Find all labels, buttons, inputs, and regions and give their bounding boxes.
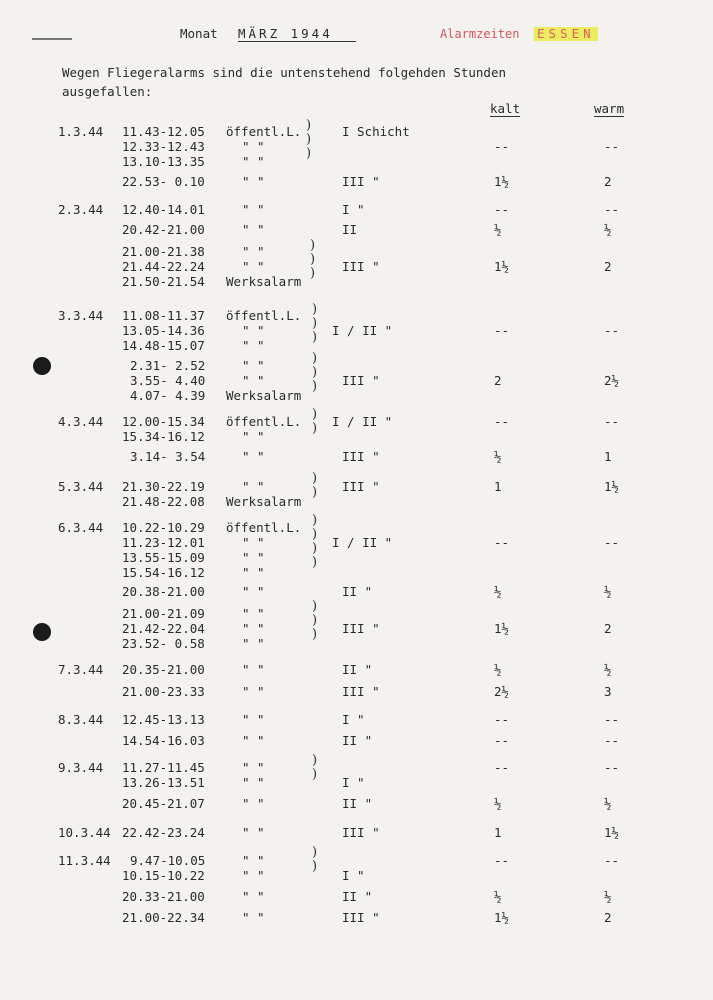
row-kalt: 1½ — [494, 910, 510, 925]
row-time: 20.38-21.00 — [122, 584, 205, 599]
row-shift: I " — [342, 868, 365, 883]
row-date: 11.3.44 — [58, 853, 111, 868]
brace: ) ) ) — [312, 302, 318, 345]
row-kalt: ½ — [494, 449, 502, 464]
row-alarm-type: " " — [242, 621, 265, 636]
row-date: 1.3.44 — [58, 124, 104, 139]
row-warm: 2 — [604, 174, 612, 189]
row-kalt: -- — [494, 202, 510, 217]
row-date: 5.3.44 — [58, 479, 104, 494]
row-date: 8.3.44 — [58, 712, 104, 727]
row-shift: II — [342, 222, 358, 237]
row-time: 3.14- 3.54 — [130, 449, 206, 464]
row-kalt: -- — [494, 853, 510, 868]
row-time: 21.00-23.33 — [122, 684, 205, 699]
row-time: 21.00-21.38 — [122, 244, 205, 259]
row-alarm-type: öffentl.L. — [226, 414, 302, 429]
row-alarm-type: " " — [242, 222, 265, 237]
row-kalt: ½ — [494, 889, 502, 904]
row-time: 12.40-14.01 — [122, 202, 205, 217]
row-shift: I " — [342, 712, 365, 727]
row-time: 11.08-11.37 — [122, 308, 205, 323]
row-time: 21.00-21.09 — [122, 606, 205, 621]
row-time: 20.35-21.00 — [122, 662, 205, 677]
monat-value: MÄRZ 1944 — [238, 27, 356, 42]
punch-hole — [33, 623, 51, 641]
alarm-label: Alarmzeiten — [440, 27, 520, 41]
row-warm: -- — [604, 733, 620, 748]
row-shift: I " — [342, 202, 365, 217]
row-shift: III " — [342, 825, 380, 840]
row-time: 21.00-22.34 — [122, 910, 205, 925]
row-alarm-type: " " — [242, 825, 265, 840]
row-time: 9.47-10.05 — [130, 853, 206, 868]
row-warm: -- — [604, 712, 620, 727]
row-alarm-type: " " — [242, 550, 265, 565]
row-time: 12.33-12.43 — [122, 139, 205, 154]
row-alarm-type: " " — [242, 910, 265, 925]
row-kalt: ½ — [494, 662, 502, 677]
row-warm: 2½ — [604, 373, 620, 388]
row-warm: ½ — [604, 222, 612, 237]
city-stamp: ESSEN — [534, 27, 598, 41]
row-time: 11.43-12.05 — [122, 124, 205, 139]
row-alarm-type: " " — [242, 889, 265, 904]
row-kalt: 1½ — [494, 621, 510, 636]
row-time: 3.55- 4.40 — [130, 373, 206, 388]
row-time: 14.48-15.07 — [122, 338, 205, 353]
row-time: 13.10-13.35 — [122, 154, 205, 169]
row-warm: -- — [604, 853, 620, 868]
row-alarm-type: " " — [242, 760, 265, 775]
row-shift: III " — [342, 479, 380, 494]
row-date: 2.3.44 — [58, 202, 104, 217]
row-time: 15.54-16.12 — [122, 565, 205, 580]
row-warm: 1 — [604, 449, 612, 464]
row-time: 21.42-22.04 — [122, 621, 205, 636]
row-date: 9.3.44 — [58, 760, 104, 775]
row-alarm-type: " " — [242, 479, 265, 494]
row-time: 21.50-21.54 — [122, 274, 205, 289]
row-shift: III " — [342, 373, 380, 388]
row-warm: 3 — [604, 684, 612, 699]
row-shift: I / II " — [332, 535, 393, 550]
row-alarm-type: Werksalarm — [226, 494, 302, 509]
row-alarm-type: " " — [242, 775, 265, 790]
row-time: 15.34-16.12 — [122, 429, 205, 444]
row-shift: III " — [342, 910, 380, 925]
row-alarm-type: " " — [242, 429, 265, 444]
row-kalt: -- — [494, 760, 510, 775]
brace: ) ) — [312, 471, 318, 500]
row-warm: -- — [604, 535, 620, 550]
row-date: 6.3.44 — [58, 520, 104, 535]
row-warm: ½ — [604, 889, 612, 904]
row-shift: I / II " — [332, 323, 393, 338]
row-alarm-type: " " — [242, 684, 265, 699]
row-shift: II " — [342, 662, 373, 677]
intro-line-2: ausgefallen: — [62, 84, 153, 99]
row-alarm-type: öffentl.L. — [226, 124, 302, 139]
row-time: 22.53- 0.10 — [122, 174, 205, 189]
row-alarm-type: " " — [242, 154, 265, 169]
row-kalt: -- — [494, 414, 510, 429]
row-shift: III " — [342, 684, 380, 699]
row-time: 2.31- 2.52 — [130, 358, 206, 373]
row-kalt: -- — [494, 139, 510, 154]
row-alarm-type: " " — [242, 606, 265, 621]
row-time: 4.07- 4.39 — [130, 388, 206, 403]
row-alarm-type: " " — [242, 868, 265, 883]
row-time: 11.27-11.45 — [122, 760, 205, 775]
row-kalt: ½ — [494, 584, 502, 599]
brace: ) ) ) — [306, 118, 312, 161]
row-kalt: -- — [494, 712, 510, 727]
row-kalt: 1½ — [494, 174, 510, 189]
row-warm: -- — [604, 414, 620, 429]
row-time: 13.26-13.51 — [122, 775, 205, 790]
row-shift: I Schicht — [342, 124, 410, 139]
row-date: 10.3.44 — [58, 825, 111, 840]
row-shift: II " — [342, 889, 373, 904]
row-alarm-type: " " — [242, 139, 265, 154]
row-kalt: 1 — [494, 825, 502, 840]
pencil-mark — [32, 38, 72, 40]
row-time: 11.23-12.01 — [122, 535, 205, 550]
row-shift: III " — [342, 259, 380, 274]
row-shift: I / II " — [332, 414, 393, 429]
row-alarm-type: " " — [242, 244, 265, 259]
row-warm: -- — [604, 323, 620, 338]
row-time: 21.44-22.24 — [122, 259, 205, 274]
row-warm: -- — [604, 202, 620, 217]
row-shift: II " — [342, 584, 373, 599]
row-alarm-type: " " — [242, 662, 265, 677]
row-alarm-type: öffentl.L. — [226, 520, 302, 535]
row-alarm-type: " " — [242, 636, 265, 651]
column-warm: warm — [594, 101, 625, 116]
brace: ) ) ) — [312, 351, 318, 394]
row-time: 14.54-16.03 — [122, 733, 205, 748]
row-warm: -- — [604, 760, 620, 775]
row-time: 12.00-15.34 — [122, 414, 205, 429]
brace: ) ) ) ) — [312, 513, 318, 570]
row-kalt: ½ — [494, 222, 502, 237]
row-alarm-type: " " — [242, 535, 265, 550]
row-time: 20.45-21.07 — [122, 796, 205, 811]
brace: ) ) — [312, 845, 318, 874]
row-warm: 2 — [604, 621, 612, 636]
row-warm: 2 — [604, 259, 612, 274]
row-time: 12.45-13.13 — [122, 712, 205, 727]
row-alarm-type: Werksalarm — [226, 388, 302, 403]
brace: ) ) ) — [310, 238, 316, 281]
row-warm: ½ — [604, 796, 612, 811]
column-kalt: kalt — [490, 101, 521, 116]
row-kalt: ½ — [494, 796, 502, 811]
row-alarm-type: " " — [242, 796, 265, 811]
row-alarm-type: " " — [242, 259, 265, 274]
row-alarm-type: " " — [242, 338, 265, 353]
row-warm: 2 — [604, 910, 612, 925]
row-alarm-type: " " — [242, 358, 265, 373]
row-alarm-type: " " — [242, 733, 265, 748]
monat-label: Monat — [180, 26, 218, 41]
row-time: 13.55-15.09 — [122, 550, 205, 565]
intro-line-1: Wegen Fliegeralarms sind die untenstehend folgehden Stunden — [62, 65, 507, 80]
row-alarm-type: " " — [242, 174, 265, 189]
brace: ) ) — [312, 753, 318, 782]
row-time: 21.30-22.19 — [122, 479, 205, 494]
row-shift: II " — [342, 796, 373, 811]
row-kalt: 2½ — [494, 684, 510, 699]
row-alarm-type: " " — [242, 584, 265, 599]
row-alarm-type: " " — [242, 712, 265, 727]
row-time: 20.33-21.00 — [122, 889, 205, 904]
row-warm: 1½ — [604, 479, 620, 494]
row-shift: II " — [342, 733, 373, 748]
row-alarm-type: öffentl.L. — [226, 308, 302, 323]
row-alarm-type: " " — [242, 565, 265, 580]
row-shift: III " — [342, 449, 380, 464]
row-time: 22.42-23.24 — [122, 825, 205, 840]
row-alarm-type: " " — [242, 373, 265, 388]
row-kalt: 2 — [494, 373, 502, 388]
row-warm: -- — [604, 139, 620, 154]
row-alarm-type: " " — [242, 449, 265, 464]
row-time: 20.42-21.00 — [122, 222, 205, 237]
row-kalt: -- — [494, 535, 510, 550]
row-time: 13.05-14.36 — [122, 323, 205, 338]
punch-hole — [33, 357, 51, 375]
row-time: 21.48-22.08 — [122, 494, 205, 509]
row-kalt: 1 — [494, 479, 502, 494]
brace: ) ) ) — [312, 599, 318, 642]
row-shift: III " — [342, 174, 380, 189]
row-kalt: -- — [494, 323, 510, 338]
row-time: 10.15-10.22 — [122, 868, 205, 883]
row-date: 3.3.44 — [58, 308, 104, 323]
row-shift: III " — [342, 621, 380, 636]
row-warm: 1½ — [604, 825, 620, 840]
row-warm: ½ — [604, 584, 612, 599]
row-warm: ½ — [604, 662, 612, 677]
brace: ) ) — [312, 407, 318, 436]
row-alarm-type: " " — [242, 853, 265, 868]
row-date: 4.3.44 — [58, 414, 104, 429]
row-time: 23.52- 0.58 — [122, 636, 205, 651]
row-kalt: 1½ — [494, 259, 510, 274]
row-date: 7.3.44 — [58, 662, 104, 677]
row-alarm-type: Werksalarm — [226, 274, 302, 289]
row-alarm-type: " " — [242, 323, 265, 338]
row-alarm-type: " " — [242, 202, 265, 217]
row-time: 10.22-10.29 — [122, 520, 205, 535]
row-shift: I " — [342, 775, 365, 790]
row-kalt: -- — [494, 733, 510, 748]
